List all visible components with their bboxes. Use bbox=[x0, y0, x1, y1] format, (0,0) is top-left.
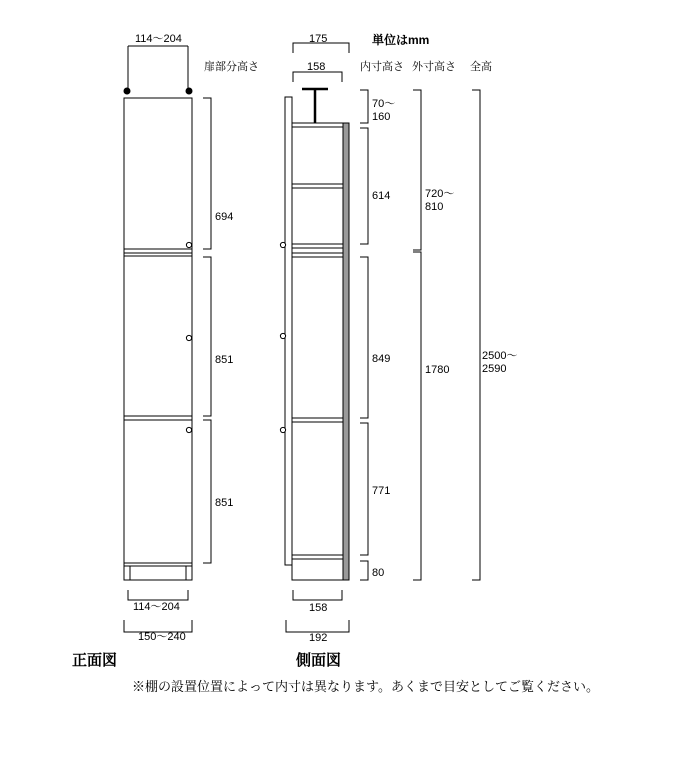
tension-bolt-left bbox=[124, 88, 130, 94]
side-bottom-outer-depth: 192 bbox=[309, 632, 328, 644]
side-view-drawing bbox=[280, 43, 480, 632]
back-panel bbox=[343, 123, 349, 580]
inner-height-3: 849 bbox=[372, 353, 391, 365]
door-height-header: 扉部分高さ bbox=[204, 61, 259, 73]
front-bottom-inner-width: 114～204 bbox=[133, 601, 180, 613]
footnote: ※棚の設置位置によって内寸は異なります。あくまで目安としてご覧ください。 bbox=[132, 679, 599, 694]
side-top-inner-depth: 158 bbox=[307, 61, 326, 73]
inner-height-2: 614 bbox=[372, 190, 391, 202]
side-door-panel bbox=[285, 97, 292, 565]
outer-height-header: 外寸高さ bbox=[412, 61, 456, 73]
front-view-drawing bbox=[124, 46, 211, 632]
door-height-1: 694 bbox=[215, 211, 234, 223]
outer-height-1: 720～ 810 bbox=[425, 188, 455, 213]
front-cabinet-outline bbox=[124, 98, 192, 580]
inner-height-4: 771 bbox=[372, 485, 391, 497]
unit-label: 単位はmm bbox=[372, 33, 430, 47]
side-top-outer-depth: 175 bbox=[309, 33, 328, 45]
door-height-2: 851 bbox=[215, 354, 234, 366]
front-bottom-outer-width: 150～240 bbox=[138, 631, 186, 643]
total-height-value: 2500～ 2590 bbox=[482, 350, 518, 375]
door-knob bbox=[186, 335, 191, 340]
total-height-header: 全高 bbox=[470, 61, 492, 73]
side-bottom-inner-depth: 158 bbox=[309, 602, 328, 614]
front-view-title: 正面図 bbox=[72, 652, 118, 669]
side-cabinet-outline bbox=[292, 123, 343, 580]
door-knob bbox=[186, 427, 191, 432]
front-top-width-label: 114～204 bbox=[135, 33, 182, 45]
inner-height-5: 80 bbox=[372, 567, 385, 579]
side-view-title: 側面図 bbox=[296, 652, 342, 669]
inner-height-1: 70～ 160 bbox=[372, 98, 396, 123]
door-height-3: 851 bbox=[215, 497, 234, 509]
outer-height-2: 1780 bbox=[425, 364, 450, 376]
tension-bolt-right bbox=[186, 88, 192, 94]
inner-height-header: 内寸高さ bbox=[360, 61, 404, 73]
door-knob bbox=[186, 242, 191, 247]
